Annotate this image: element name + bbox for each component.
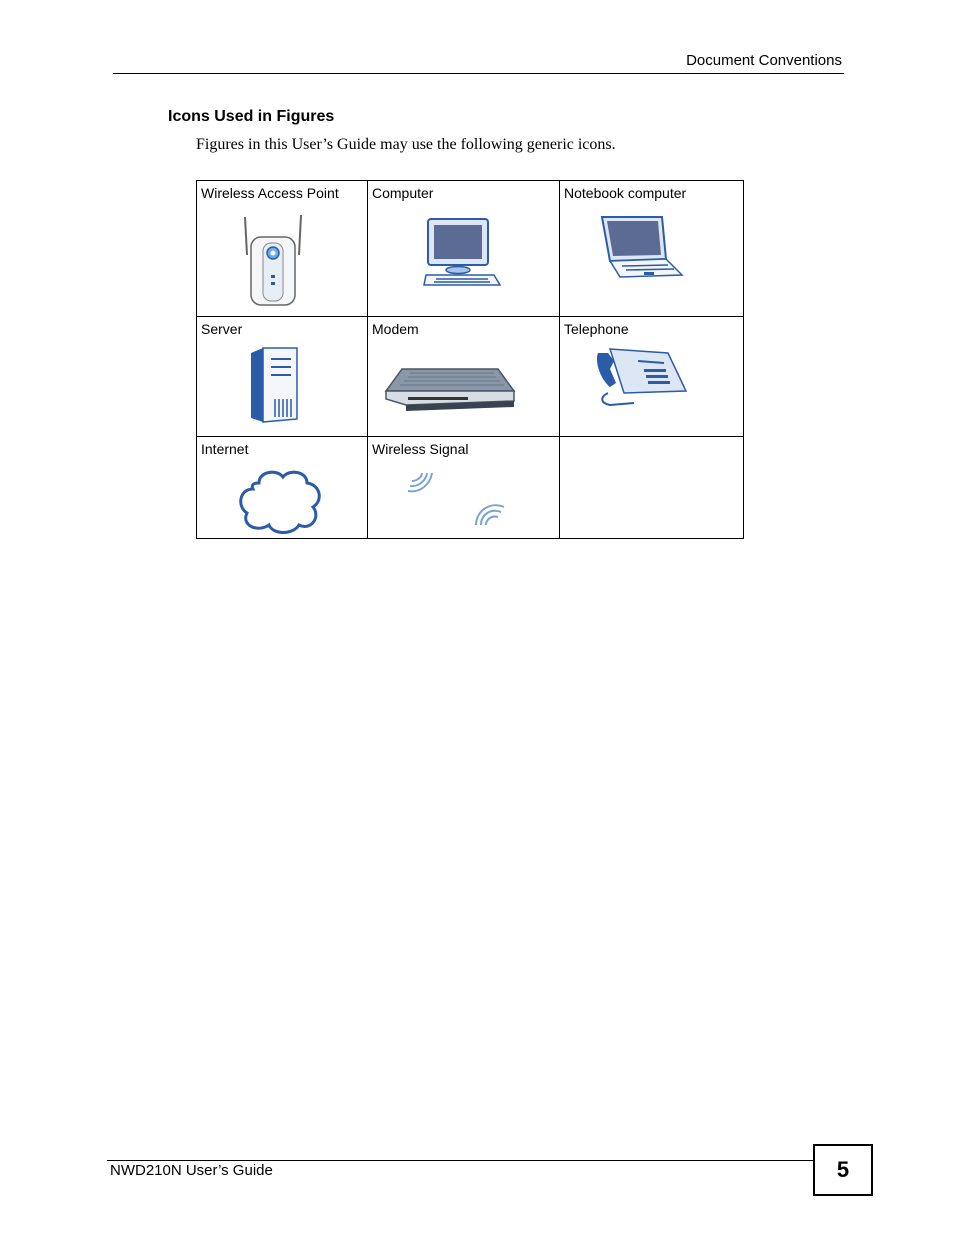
header-rule <box>113 73 844 74</box>
telephone-icon <box>594 347 690 407</box>
intro-paragraph: Figures in this User’s Guide may use the following generic icons. <box>196 136 616 153</box>
icon-table <box>196 180 744 539</box>
internet-cloud-icon <box>237 467 323 535</box>
cell-modem <box>368 317 560 437</box>
cell-internet <box>197 437 368 539</box>
cell-telephone <box>560 317 744 437</box>
access-point-icon <box>237 213 309 309</box>
cell-label: Modem <box>372 321 419 337</box>
cell-empty <box>560 437 744 539</box>
cell-label: Wireless Access Point <box>201 185 339 201</box>
cell-label: Internet <box>201 441 249 457</box>
cell-label: Computer <box>372 185 434 201</box>
computer-icon <box>422 217 502 287</box>
cell-server <box>197 317 368 437</box>
cell-label: Wireless Signal <box>372 441 469 457</box>
running-header: Document Conventions <box>686 52 842 69</box>
footer-guide-title: NWD210N User’s Guide <box>110 1162 273 1179</box>
footer-rule <box>107 1160 814 1161</box>
cell-wireless-access-point <box>197 181 368 317</box>
cell-label: Notebook computer <box>564 185 687 201</box>
cell-wireless-signal <box>368 437 560 539</box>
cell-computer <box>368 181 560 317</box>
server-icon <box>249 347 301 423</box>
section-heading: Icons Used in Figures <box>168 108 335 125</box>
page-number: 5 <box>813 1144 873 1196</box>
modem-icon <box>382 367 518 413</box>
wireless-signal-icon-2 <box>470 499 510 529</box>
cell-label: Server <box>201 321 243 337</box>
notebook-icon <box>596 215 686 281</box>
cell-label: Telephone <box>564 321 629 337</box>
wireless-signal-icon <box>404 467 446 497</box>
cell-notebook-computer <box>560 181 744 317</box>
